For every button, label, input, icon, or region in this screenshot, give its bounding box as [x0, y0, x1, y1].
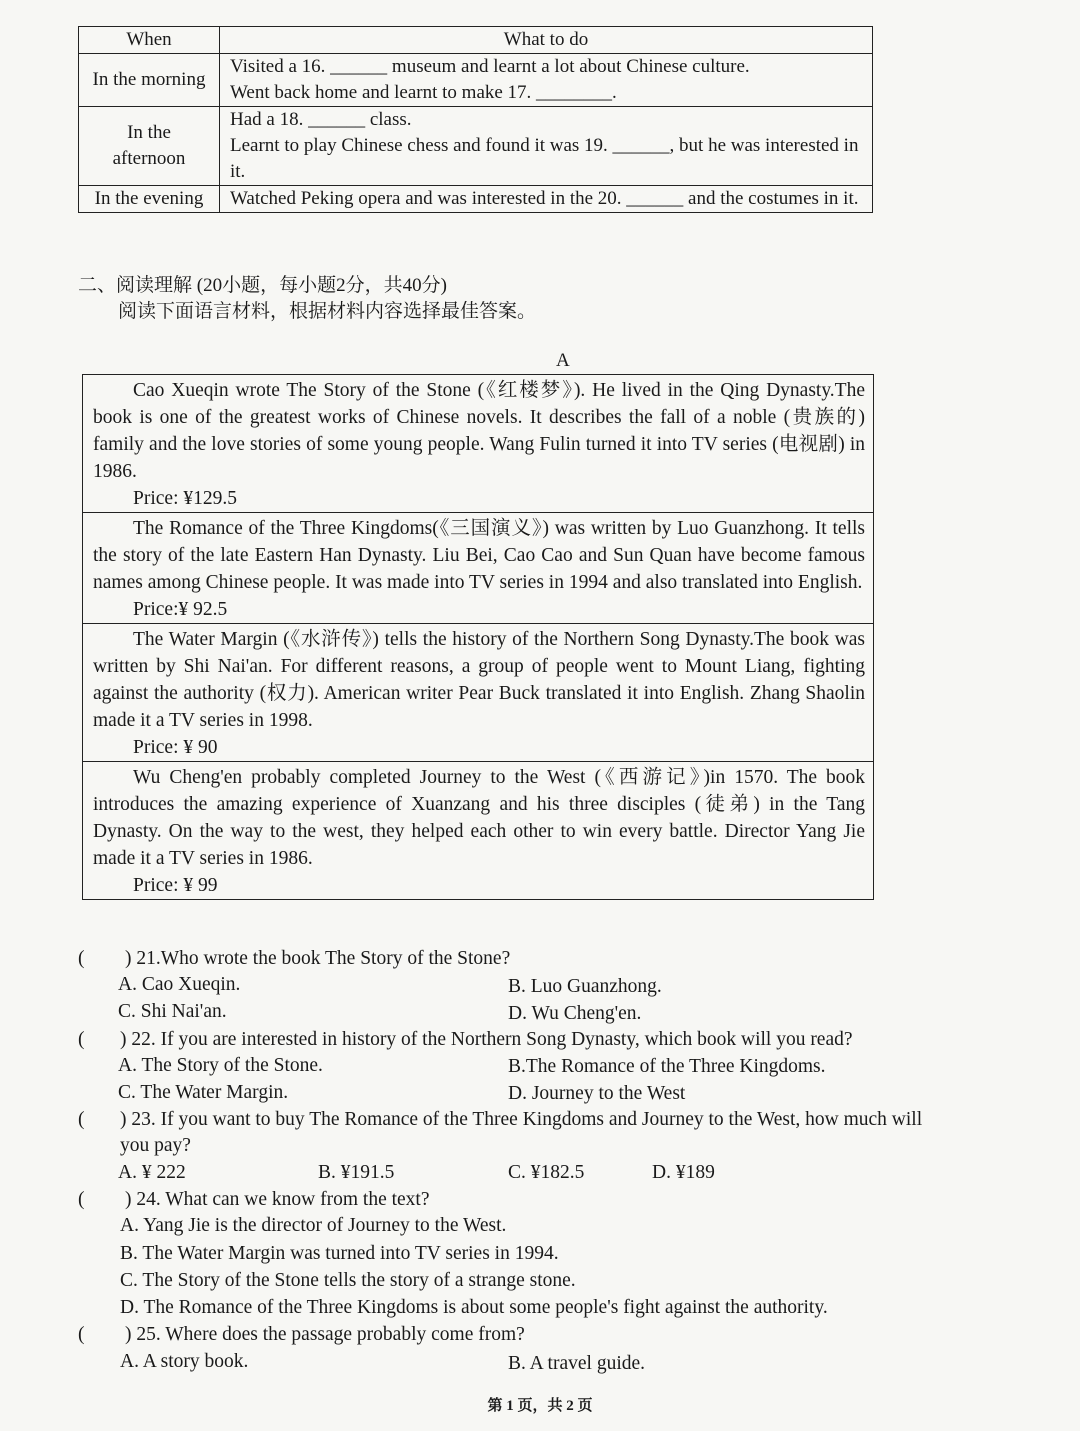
option: D. ¥189	[652, 1162, 715, 1183]
option: A. Cao Xueqin.	[118, 974, 241, 995]
book-text: Wu Cheng'en probably completed Journey to the West (《西游记》)in 1570. The book introduces the amazing experience of Xuanzang and his three disciples (徒弟) in the Tang Dynasty. On the way to the west, they helped each other to win every battle. Director Yang Jie made it a TV series in 1986.	[93, 767, 865, 869]
row-line: Learnt to play Chinese chess and found it was 19. ______, but he was interested in it.	[230, 135, 859, 182]
book-entry	[83, 761, 873, 899]
question-stem: ) 22. If you are interested in history of the Northern Song Dynasty, which book will you read?	[120, 1029, 853, 1050]
answer-paren: (	[78, 1109, 85, 1130]
table-row	[79, 54, 873, 107]
option: B. A travel guide.	[508, 1353, 646, 1374]
row-line: Went back home and learnt to make 17. ________.	[230, 82, 617, 103]
book-entry	[83, 512, 873, 623]
option: C. Shi Nai'an.	[118, 1001, 227, 1022]
book-entry	[83, 375, 873, 512]
answer-paren: (	[78, 1189, 85, 1210]
answer-paren: (	[78, 948, 85, 969]
row-when: In the evening	[79, 186, 220, 213]
question-stem: ) 24. What can we know from the text?	[125, 1189, 430, 1210]
option: A. A story book.	[120, 1351, 249, 1372]
option: A. ¥ 222	[118, 1162, 186, 1183]
book-text: Cao Xueqin wrote The Story of the Stone (《红楼梦》). He lived in the Qing Dynasty.The book is one of the greatest works of Chinese novels. It describes the fall of a noble (贵族的) family and the love stories of some young people. Wang Fulin turned it into TV series (电视剧) in 1986.	[93, 380, 865, 482]
row-line: Visited a 16. ______ museum and learnt a lot about Chinese culture.	[230, 56, 750, 77]
book-text: The Romance of the Three Kingdoms(《三国演义》) was written by Luo Guanzhong. It tells the story of the late Eastern Han Dynasty. Liu Bei, Cao Cao and Sun Quan have become famous names among Chinese people. It was made into TV series in 1994 and also translated into English.	[93, 518, 865, 593]
answer-paren: (	[78, 1029, 85, 1050]
option: C. The Story of the Stone tells the story of a strange stone.	[120, 1270, 576, 1291]
question-stem: ) 21.Who wrote the book The Story of the Stone?	[125, 948, 511, 969]
option: C. ¥182.5	[508, 1162, 585, 1183]
option: B. The Water Margin was turned into TV series in 1994.	[120, 1243, 559, 1264]
row-what	[220, 54, 873, 107]
book-price: Price: ¥ 99	[133, 875, 218, 896]
row-line: Watched Peking opera and was interested in the 20. ______ and the costumes in it.	[230, 188, 859, 209]
page-footer: 第 1 页，共 2 页	[487, 1398, 593, 1414]
passage-box	[82, 374, 874, 900]
passage-label: A	[556, 350, 570, 371]
option: B.The Romance of the Three Kingdoms.	[508, 1056, 826, 1077]
header-when: When	[79, 27, 220, 54]
option: B. ¥191.5	[318, 1162, 395, 1183]
question-stem: ) 25. Where does the passage probably come from?	[125, 1324, 525, 1345]
book-entry	[83, 623, 873, 761]
schedule-table	[78, 26, 873, 213]
row-what	[220, 107, 873, 186]
option: B. Luo Guanzhong.	[508, 976, 662, 997]
book-price: Price: ¥ 90	[133, 737, 218, 758]
answer-paren: (	[78, 1324, 85, 1345]
table-row	[79, 186, 873, 213]
header-what: What to do	[220, 27, 873, 54]
row-line: Had a 18. ______ class.	[230, 109, 412, 130]
option: A. Yang Jie is the director of Journey to the West.	[120, 1215, 507, 1236]
section-title: 二、阅读理解 (20小题，每小题2分，共40分)	[78, 275, 447, 296]
table-header-row	[79, 27, 873, 54]
table-row	[79, 107, 873, 186]
option: D. Wu Cheng'en.	[508, 1003, 642, 1024]
row-when: In the afternoon	[79, 107, 220, 186]
question-stem-cont: you pay?	[120, 1135, 191, 1156]
option: A. The Story of the Stone.	[118, 1055, 323, 1076]
option: D. Journey to the West	[508, 1083, 686, 1104]
row-what	[220, 186, 873, 213]
option: D. The Romance of the Three Kingdoms is about some people's fight against the authority.	[120, 1297, 828, 1318]
book-price: Price: ¥129.5	[133, 488, 237, 509]
row-when: In the morning	[79, 54, 220, 107]
book-price: Price:¥ 92.5	[133, 599, 228, 620]
option: C. The Water Margin.	[118, 1082, 289, 1103]
section-instruction: 阅读下面语言材料，根据材料内容选择最佳答案。	[118, 301, 537, 322]
book-text: The Water Margin (《水浒传》) tells the history of the Northern Song Dynasty.The book was written by Shi Nai'an. For different reasons, a group of people went to Mount Liang, fighting against the authority (权力). American writer Pear Buck translated it into English. Zhang Shaolin made it a TV series in 1998.	[93, 629, 865, 731]
question-stem: ) 23. If you want to buy The Romance of the Three Kingdoms and Journey to the West, how much will	[120, 1109, 923, 1130]
